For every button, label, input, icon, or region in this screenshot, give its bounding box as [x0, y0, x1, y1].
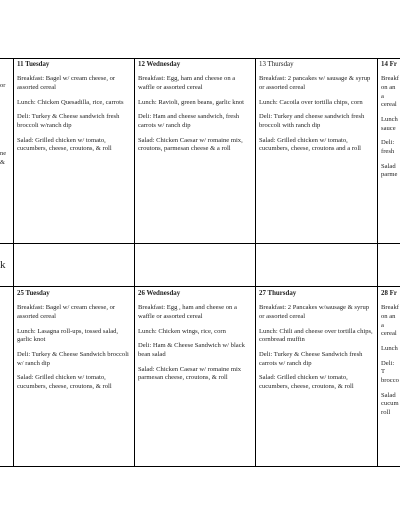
breakfast-item: Breakfast: 2 Pancakes w/sausage & syrup or assorted cereal: [259, 304, 370, 320]
breakfast-item: Breakfast: 2 pancakes w/ sausage & syrup or assorted cereal: [259, 75, 371, 91]
lunch-item: Lunch: Lasagna roll-ups, tossed salad, garlic knot: [17, 327, 119, 344]
breakfast-item: Breakfast: Egg, ham and cheese on a waffle or assorted cereal: [138, 75, 236, 91]
day-cell: [259, 289, 375, 464]
day-title: 14 Fr: [381, 61, 397, 68]
deli-item: Deli: Turkey and cheese sandwich fresh broccoli with ranch dip: [259, 113, 365, 129]
breakfast-item: Breakf on an a cereal: [381, 75, 399, 109]
deli-item: Deli: Ham and cheese sandwich, fresh carrots w/ ranch dip: [138, 113, 240, 129]
gap-row-fragment: [0, 258, 13, 278]
lunch-item: Lunch: Cacoila over tortilla chips, corn: [259, 98, 363, 106]
salad-item: Salad: Chicken Caesar w/ romaine mix, croutons, parmesan cheese & a roll: [138, 136, 243, 153]
day-title: 13 Thursday: [259, 61, 294, 68]
lunch-item: Lunch: Chicken Quesadilla, rice, carrots: [17, 98, 124, 106]
salad-item: Salad: Grilled chicken w/ tomato, cucumbers, cheese, croutons, & roll: [17, 374, 112, 391]
salad-item: Salad cucum roll: [381, 391, 399, 417]
deli-item: Deli: Turkey & Cheese Sandwich fresh carrots w/ ranch dip: [259, 350, 363, 367]
left-fragment: &: [0, 158, 5, 166]
grid-line: [134, 58, 135, 466]
day-title: 12 Wednesday: [138, 61, 181, 68]
breakfast-item: Breakfast: Egg , ham and cheese on a waffle or assorted cereal: [138, 304, 237, 320]
deli-item: Deli: Ham & Cheese Sandwich w/ black bean salad: [138, 342, 245, 358]
day-title: 11 Tuesday: [17, 61, 50, 68]
day-title: 28 Fr: [381, 290, 397, 297]
salad-item: Salad: Chicken Caesar w/ romaine mix parmesan cheese, croutons, & roll: [138, 365, 242, 382]
breakfast-item: Breakf on an a cereal: [381, 304, 399, 338]
day-cell: [381, 289, 400, 464]
lunch-item: Lunch: Chili and cheese over tortilla chips, cornbread muffin: [259, 327, 373, 344]
left-fragment: ne: [0, 150, 7, 158]
left-fragment: or: [0, 82, 6, 89]
lunch-item: Lunch sauce: [381, 115, 398, 132]
lunch-item: Lunch: Chicken wings, rice, corn: [138, 327, 226, 335]
breakfast-item: Breakfast: Bagel w/ cream cheese, or assorted cereal: [17, 75, 116, 91]
deli-item: Deli: T brocco: [381, 359, 399, 385]
grid-line: [0, 58, 400, 59]
day-cell: [17, 289, 132, 464]
salad-item: Salad parme: [381, 162, 398, 179]
grid-line: [0, 243, 400, 244]
salad-item: Salad: Grilled chicken w/ tomato, cucumbers, cheese, croutons, & roll: [17, 136, 112, 153]
day-cell: [138, 60, 253, 240]
grid-line: [13, 58, 14, 466]
grid-line: [0, 466, 400, 467]
deli-item: Deli: fresh: [381, 139, 395, 156]
week1-left-partial: [0, 70, 13, 240]
day-cell: [381, 60, 400, 240]
lunch-item: Lunch: [381, 344, 398, 352]
day-title: 26 Wednesday: [138, 290, 181, 297]
day-cell: [138, 289, 253, 464]
lunch-item: Lunch: Ravioli, green beans, garlic knot: [138, 98, 245, 106]
deli-item: Deli: Turkey & Cheese Sandwich broccoli w/ ranch dip: [17, 350, 129, 367]
deli-item: Deli: Turkey & Cheese sandwich fresh broccoli w/ranch dip: [17, 113, 120, 129]
grid-line: [0, 286, 400, 287]
day-title: 27 Thursday: [259, 290, 297, 297]
grid-line: [377, 58, 378, 466]
breakfast-item: Breakfast: Bagel w/ cream cheese, or assorted cereal: [17, 304, 116, 320]
day-cell: [17, 60, 132, 240]
salad-item: Salad: Grilled chicken w/ tomato, cucumbers, cheese, croutons and a roll: [259, 136, 361, 153]
salad-item: Salad: Grilled chicken w/ tomato, cucumbers, cheese, croutons, & roll: [259, 374, 354, 391]
week2-left-partial: [0, 300, 13, 460]
gap-text: k: [0, 259, 6, 271]
grid-line: [255, 58, 256, 466]
day-title: 25 Tuesday: [17, 290, 50, 297]
day-cell: [259, 60, 375, 240]
